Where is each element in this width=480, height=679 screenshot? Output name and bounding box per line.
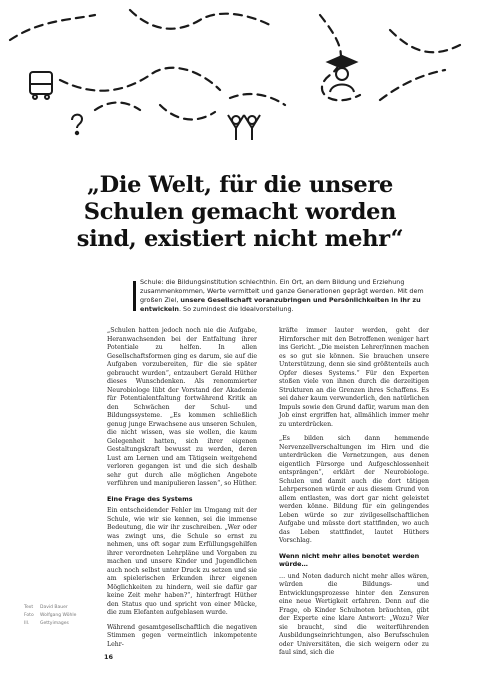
credit-label: Ill. [24,621,30,626]
credit-row [24,612,104,620]
body-paragraph: … und Noten dadurch nicht mehr alles wären, würden die Bildungs- und Entwicklungsprozesse hinter den Zensuren eine neue Wertigkeit erfahren. Denn auf die Frage, ob Kinder Schulnoten bräuchten, gibt der Experte eine klare Antwort: „Wozu? Wer sie braucht, sind die weiterführenden Ausbildungseinrichtungen, also Berufsschulen oder Universitäten, die sich weigern oder zu faul sind, sich die [279,572,429,656]
credit-value: David Bauer [40,605,68,610]
dashed-path-art [10,10,460,119]
body-paragraph: „Schulen hatten jedoch noch nie die Aufgabe, Heranwachsenden bei der Entfaltung ihrer Potentiale zu helfen. In allen Gesellschaftsformen ging es darum, sie auf die Aufgaben vorzubereiten, für die sie später gebraucht wurden“, entzaubert Gerald Hüther dieses Wunschdenken. Als renommierter Neurobiologe lübt der Vorstand der Akademie für Potentialentfaltung fortwährend Kritik an den Schwächen der Schul- und Bildungssysteme. „Es kommen schließlich genug junge Erwachsene aus unseren Schulen, die nicht wissen, was sie wollen, die kaum Gelegenheit hatten, sich ihrer eigenen Gestaltungskraft bewusst zu werden, deren Lust am Lernen und am Tätigsein weitgehend verloren gegangen ist und die sich deshalb sehr gut durch alle möglichen Angebote verführen und manipulieren lassen“, so Hüther. [107,327,257,487]
school-bus-icon [30,72,52,99]
section-heading: Wenn nicht mehr alles benotet werden würde… [279,551,420,568]
graduate-icon [328,56,356,92]
lead-text-end: . So zumindest die Idealvorstellung. [178,304,294,313]
body-paragraph: kräfte immer lauter werden, geht der Hirnforscher mit den Betroffenen weniger hart ins Gericht. „Die meisten Lehrer/innen machen es so gut sie können. Sie brauchen unsere Unterstützung, denn sie sind größtenteils auch Opfer dieses Systems.“ Für den Experten stoßen viele von ihnen durch die derzeitigen Strukturen an die Grenzen ihres Schaffens. Es sei daher kaum verwunderlich, den natürlichen Impuls sowie den Grund dafür, warum man den Job einst ergriffen hat, allmählich immer mehr zu unterdrücken. [279,327,429,428]
lead-accent-bar [133,281,136,311]
credit-label: Text [24,605,34,610]
section-heading: Eine Frage des Systems [107,494,193,503]
body-column-left [107,327,257,655]
credits [24,604,104,628]
page-title [20,172,460,253]
lead-emphasis: unsere Gesellschaft voranzubringen und Persönlichkeiten in ihr zu entwickeln [140,295,421,313]
credit-row [24,604,104,612]
lead-text: Schule: die Bildungsinstitution schlechthin. Ein Ort, an dem Bildung und Erziehung zusammenkommen, Werte vermittelt und ganze Generationen geprägt werden. Mit dem großen Ziel, [140,278,424,304]
title-line: Schulen gemacht worden [83,199,397,225]
body-paragraph: Ein entscheidender Fehler im Umgang mit der Schule, wie wir sie kennen, sei die immense Bedeutung, die wir ihr zuschreiben. „Wer oder was zwingt uns, die Schule so ernst zu nehmen, uns oft sogar zum Erfüllungsgehilfen ihrer verordneten Lehrpläne und Vorgaben zu machen und unsere Kinder und Jugendlichen auch noch selbst unter Druck zu setzen und sie am spielerischen Erkunden ihrer eigenen Möglichkeiten zu hindern, weil sie dafür gar keine Zeit mehr haben?“, hinterfragt Hüther den Status quo und spricht von einer Mücke, die zum Elefanten aufgeblasen wurde. [107,507,257,616]
credit-value: Gettyimages [40,621,69,626]
page-number: 16 [104,653,114,661]
credit-value: Wolfgang Wöhle [40,613,77,618]
lead-paragraph [140,278,436,314]
children-icon [228,115,260,140]
body-paragraph: „Es bilden sich dann hemmende Nervenzellverschaltungen im Hirn und die unterdrücken die Vernetzungen, aus denen eigentlich Fürsorge und Aufgeschlossenheit entsprängen“, erklärt der Neurobiologe. Schulen und damit auch die dort tätigen Lehrpersonen würde er aus diesem Grund von allem entlasten, was dort gar nicht geleistet werden könne. Bildung für ein gelingendes Leben würde so zur zivilgesellschaftlichen Aufgabe und müsste dort stattfinden, wo auch das Leben stattfindet, lautet Hüthers Vorschlag. [279,435,429,544]
credit-row [24,620,104,628]
body-paragraph: Während gesamtgesellschaftlich die negativen Stimmen gegen vermeintlich inkompetente Lehr- [107,623,257,648]
question-mark-icon [72,115,82,135]
header-illustration [0,0,480,160]
title-line: sind, existiert nicht mehr“ [76,226,404,252]
title-line: „Die Welt, für die unsere [86,172,394,198]
body-column-right [279,327,429,664]
credit-label: Foto [24,613,34,618]
